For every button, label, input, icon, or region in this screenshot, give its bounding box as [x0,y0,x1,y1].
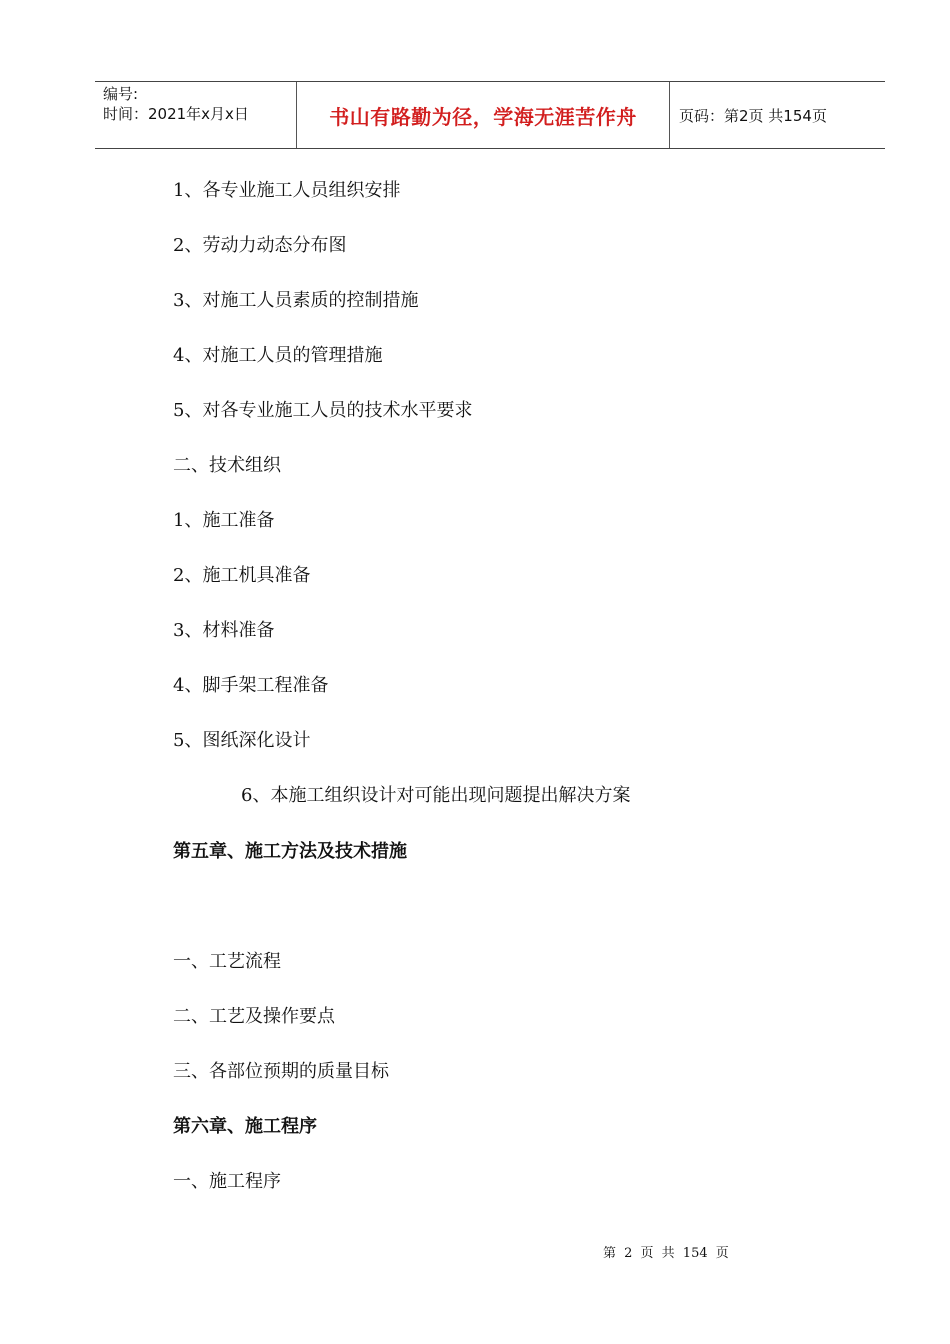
list-item: 5、对各专业施工人员的技术水平要求 [173,400,473,421]
section-heading: 一、工艺流程 [173,951,281,972]
section-heading: 二、工艺及操作要点 [173,1006,335,1027]
list-item: 6、本施工组织设计对可能出现问题提出解决方案 [241,785,631,806]
document-number-label: 编号: [103,85,139,103]
chapter-heading: 第六章、施工程序 [173,1116,317,1137]
document-time-label: 时间：2021年x月x日 [103,105,249,123]
section-heading: 二、技术组织 [173,455,281,476]
list-item: 4、对施工人员的管理措施 [173,345,383,366]
header-page-number: 页码：第2页 共154页 [679,106,827,125]
list-item: 4、脚手架工程准备 [173,675,329,696]
list-item: 1、各专业施工人员组织安排 [173,180,401,201]
list-item: 3、材料准备 [173,620,275,641]
list-item: 2、施工机具准备 [173,565,311,586]
list-item: 3、对施工人员素质的控制措施 [173,290,419,311]
header-meta [103,84,249,124]
header-divider [669,82,670,148]
page-header [95,81,885,149]
section-heading: 一、施工程序 [173,1171,281,1192]
page-footer: 第 2 页 共 154 页 [603,1246,729,1261]
list-item: 5、图纸深化设计 [173,730,311,751]
chapter-heading: 第五章、施工方法及技术措施 [173,841,407,862]
list-item: 2、劳动力动态分布图 [173,235,347,256]
section-heading: 三、各部位预期的质量目标 [173,1061,389,1082]
list-item: 1、施工准备 [173,510,275,531]
header-motto: 书山有路勤为径，学海无涯苦作舟 [329,104,637,129]
